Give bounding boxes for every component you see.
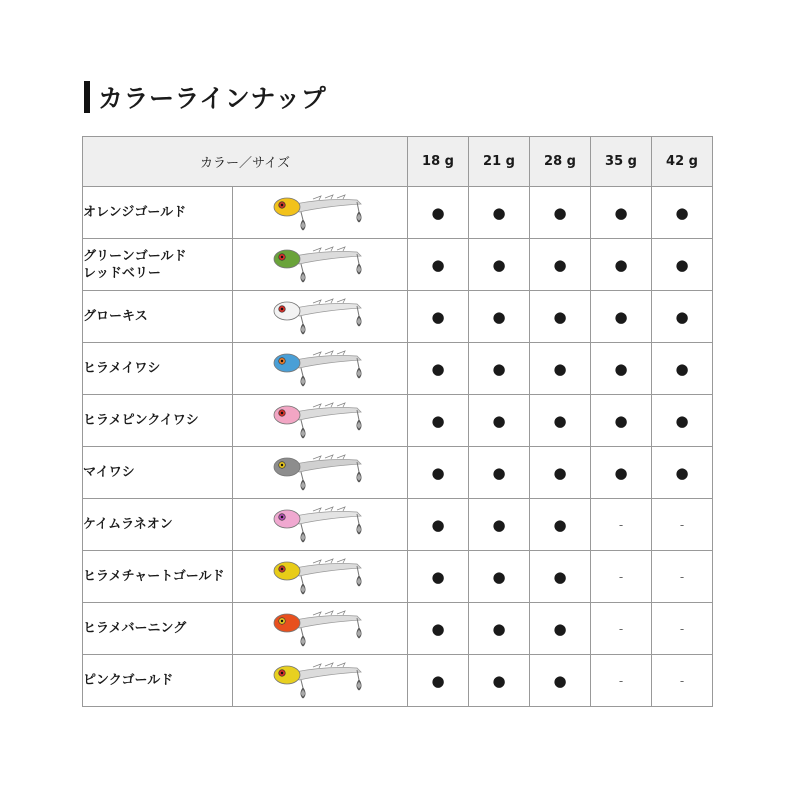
- header-size: 42 g: [652, 137, 713, 187]
- lure-image: [265, 294, 375, 340]
- color-name-line: オレンジゴールド: [83, 205, 187, 220]
- availability-mark: ●: [530, 551, 591, 603]
- availability-mark: ●: [591, 291, 652, 343]
- header-color-size: カラー／サイズ: [83, 137, 408, 187]
- availability-mark: ●: [652, 395, 713, 447]
- availability-mark: -: [652, 551, 713, 603]
- color-name-line: グリーンゴールド: [83, 248, 187, 264]
- availability-mark: -: [591, 499, 652, 551]
- availability-mark: ●: [530, 603, 591, 655]
- color-name-line: ヒラメチャートゴールド: [83, 569, 225, 584]
- availability-mark: -: [652, 655, 713, 707]
- availability-mark: ●: [469, 239, 530, 291]
- availability-mark: ●: [469, 655, 530, 707]
- lure-image-cell: [233, 655, 408, 707]
- lure-image-cell: [233, 395, 408, 447]
- section-title: [84, 80, 326, 114]
- availability-mark: ●: [652, 239, 713, 291]
- availability-mark: -: [652, 499, 713, 551]
- availability-mark: ●: [408, 447, 469, 499]
- lure-image-cell: [233, 239, 408, 291]
- color-name: [83, 551, 233, 603]
- color-name: [83, 499, 233, 551]
- title-accent-bar: [84, 81, 90, 113]
- availability-mark: ●: [591, 447, 652, 499]
- header-size: 28 g: [530, 137, 591, 187]
- availability-mark: ●: [408, 499, 469, 551]
- availability-mark: ●: [652, 291, 713, 343]
- lure-image: [265, 398, 375, 444]
- lure-image-cell: [233, 187, 408, 239]
- color-name: [83, 343, 233, 395]
- color-name-line: グローキス: [83, 309, 148, 324]
- availability-mark: -: [591, 551, 652, 603]
- availability-mark: ●: [652, 343, 713, 395]
- title-text: カラーラインナップ: [98, 84, 327, 113]
- lure-image: [265, 658, 375, 704]
- header-size: 21 g: [469, 137, 530, 187]
- color-lineup-table: [82, 136, 713, 707]
- availability-mark: ●: [408, 239, 469, 291]
- availability-mark: ●: [530, 187, 591, 239]
- availability-mark: ●: [408, 343, 469, 395]
- availability-mark: ●: [408, 655, 469, 707]
- availability-mark: ●: [408, 551, 469, 603]
- table-row: [83, 603, 713, 655]
- availability-mark: -: [591, 655, 652, 707]
- availability-mark: ●: [530, 655, 591, 707]
- lure-image-cell: [233, 551, 408, 603]
- color-name-line: レッドベリー: [83, 265, 161, 281]
- color-name-line: ケイムラネオン: [83, 517, 173, 532]
- color-name: [83, 239, 233, 291]
- color-name-line: ヒラメピンクイワシ: [83, 413, 199, 428]
- header-size: 18 g: [408, 137, 469, 187]
- table-row: [83, 187, 713, 239]
- availability-mark: ●: [469, 551, 530, 603]
- availability-mark: ●: [469, 499, 530, 551]
- color-name: [83, 187, 233, 239]
- availability-mark: -: [591, 603, 652, 655]
- availability-mark: ●: [530, 447, 591, 499]
- availability-mark: ●: [530, 499, 591, 551]
- table-row: [83, 447, 713, 499]
- availability-mark: ●: [530, 343, 591, 395]
- color-name: [83, 447, 233, 499]
- lure-image: [265, 502, 375, 548]
- table-row: [83, 239, 713, 291]
- availability-mark: ●: [591, 395, 652, 447]
- availability-mark: ●: [530, 239, 591, 291]
- availability-mark: ●: [408, 395, 469, 447]
- table-row: [83, 395, 713, 447]
- lure-image-cell: [233, 447, 408, 499]
- availability-mark: ●: [469, 343, 530, 395]
- table-row: [83, 499, 713, 551]
- lure-image: [265, 606, 375, 652]
- availability-mark: ●: [591, 239, 652, 291]
- table-header-row: [83, 137, 713, 187]
- availability-mark: ●: [530, 395, 591, 447]
- availability-mark: ●: [652, 447, 713, 499]
- availability-mark: ●: [408, 291, 469, 343]
- color-name-line: ヒラメバーニング: [83, 621, 187, 636]
- availability-mark: ●: [469, 187, 530, 239]
- availability-mark: ●: [530, 291, 591, 343]
- availability-mark: ●: [469, 447, 530, 499]
- lure-image-cell: [233, 291, 408, 343]
- availability-mark: ●: [469, 291, 530, 343]
- table-row: [83, 551, 713, 603]
- availability-mark: ●: [469, 395, 530, 447]
- availability-mark: ●: [652, 187, 713, 239]
- color-name: [83, 655, 233, 707]
- color-name-line: ヒラメイワシ: [83, 361, 161, 376]
- lure-image-cell: [233, 343, 408, 395]
- availability-mark: -: [652, 603, 713, 655]
- lure-image: [265, 190, 375, 236]
- table-row: [83, 343, 713, 395]
- availability-mark: ●: [408, 187, 469, 239]
- color-name: [83, 395, 233, 447]
- header-size: 35 g: [591, 137, 652, 187]
- color-name-line: ピンクゴールド: [83, 673, 174, 688]
- lure-image: [265, 450, 375, 496]
- table-row: [83, 655, 713, 707]
- availability-mark: ●: [469, 603, 530, 655]
- lure-image: [265, 346, 375, 392]
- table-row: [83, 291, 713, 343]
- color-name: [83, 603, 233, 655]
- availability-mark: ●: [591, 187, 652, 239]
- availability-mark: ●: [591, 343, 652, 395]
- lure-image: [265, 554, 375, 600]
- availability-mark: ●: [408, 603, 469, 655]
- lure-image: [265, 242, 375, 288]
- lure-image-cell: [233, 603, 408, 655]
- lure-image-cell: [233, 499, 408, 551]
- color-name-line: マイワシ: [83, 465, 135, 480]
- color-name: [83, 291, 233, 343]
